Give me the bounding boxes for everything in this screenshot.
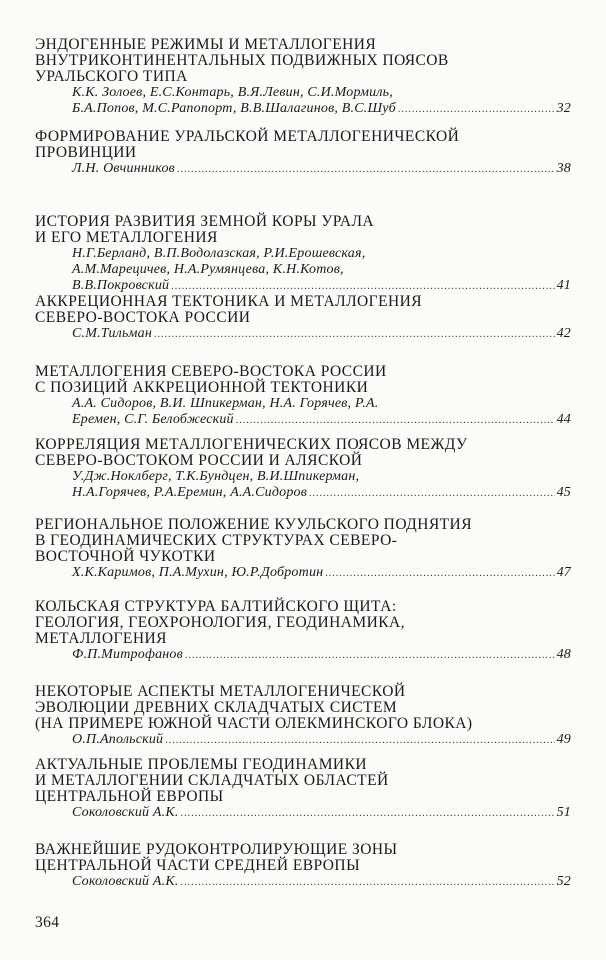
toc-entry	[35, 437, 571, 501]
entry-title-line: ЭНДОГЕННЫЕ РЕЖИМЫ И МЕТАЛЛОГЕНИЯ	[35, 36, 377, 53]
entry-page-number: 45	[556, 485, 571, 500]
entry-authors-line: А.А. Сидоров, В.И. Шпикерман, Н.А. Горячев, Р.А.	[72, 396, 379, 411]
toc-entry	[35, 37, 571, 117]
entry-title-line: НЕКОТОРЫЕ АСПЕКТЫ МЕТАЛЛОГЕНИЧЕСКОЙ	[35, 683, 406, 700]
entry-title-line: ИСТОРИЯ РАЗВИТИЯ ЗЕМНОЙ КОРЫ УРАЛА	[35, 213, 375, 230]
entry-authors-line	[35, 161, 571, 177]
entry-title-line: И ЕГО МЕТАЛЛОГЕНИЯ	[35, 229, 218, 246]
entry-authors-line: У.Дж.Ноклберг, Т.К.Бундцен, В.И.Шпикерман,	[72, 469, 360, 484]
toc-entry	[35, 294, 571, 342]
entry-page-number: 38	[556, 161, 571, 176]
entry-page-number: 42	[556, 326, 571, 341]
toc-entry	[35, 599, 571, 663]
entry-page-number: 44	[556, 412, 571, 427]
entry-title-line: ПРОВИНЦИИ	[35, 144, 137, 161]
entry-title-line: ЦЕНТРАЛЬНОЙ ЕВРОПЫ	[35, 788, 224, 805]
entry-title-line: ВОСТОЧНОЙ ЧУКОТКИ	[35, 548, 216, 565]
entry-title-line: АКТУАЛЬНЫЕ ПРОБЛЕМЫ ГЕОДИНАМИКИ	[35, 756, 368, 773]
dot-leader	[177, 161, 555, 178]
toc-entry	[35, 757, 571, 821]
entry-title-line: ЭВОЛЮЦИИ ДРЕВНИХ СКЛАДЧАТЫХ СИСТЕМ	[35, 699, 398, 716]
toc-entry	[35, 842, 571, 890]
entry-title-line: МЕТАЛЛОГЕНИЯ	[35, 630, 167, 647]
toc-entry	[35, 214, 571, 294]
dot-leader	[309, 485, 555, 502]
toc-entry	[35, 684, 571, 748]
entry-title-line: ГЕОЛОГИЯ, ГЕОХРОНОЛОГИЯ, ГЕОДИНАМИКА,	[35, 614, 406, 631]
entry-authors: Соколовский А.К.	[72, 874, 179, 889]
entry-page-number: 48	[556, 647, 571, 662]
toc-entry	[35, 129, 571, 177]
entry-authors-line	[35, 278, 571, 294]
entry-page-number: 52	[556, 874, 571, 889]
entry-authors-line	[35, 805, 571, 821]
entry-title-line: И МЕТАЛЛОГЕНИИ СКЛАДЧАТЫХ ОБЛАСТЕЙ	[35, 772, 389, 789]
entry-authors: Х.К.Каримов, П.А.Мухин, Ю.Р.Добротин	[72, 565, 324, 580]
entry-title-line: МЕТАЛЛОГЕНИЯ СЕВЕРО-ВОСТОКА РОССИИ	[35, 363, 387, 380]
dot-leader	[185, 647, 555, 664]
entry-authors: Соколовский А.К.	[72, 805, 179, 820]
entry-authors: Ф.П.Митрофанов	[72, 647, 183, 662]
entry-authors-line	[35, 565, 571, 581]
entry-title-line: ЦЕНТРАЛЬНОЙ ЧАСТИ СРЕДНЕЙ ЕВРОПЫ	[35, 857, 361, 874]
dot-leader	[165, 732, 554, 749]
entry-authors-line	[35, 647, 571, 663]
entry-authors: О.П.Апольский	[72, 732, 164, 747]
toc-entry	[35, 364, 571, 428]
dot-leader	[325, 565, 554, 582]
entry-title-line: ФОРМИРОВАНИЕ УРАЛЬСКОЙ МЕТАЛЛОГЕНИЧЕСКОЙ	[35, 128, 460, 145]
entry-authors: В.В.Покровский	[72, 278, 170, 293]
entry-authors: Б.А.Попов, М.С.Рапопорт, В.В.Шалагинов, В.С.Шуб	[72, 101, 396, 116]
toc-entry	[35, 517, 571, 581]
entry-title-line: РЕГИОНАЛЬНОЕ ПОЛОЖЕНИЕ КУУЛЬСКОГО ПОДНЯТИЯ	[35, 516, 472, 533]
entry-authors-line	[35, 485, 571, 501]
entry-authors: Еремен, С.Г. Белобжеский	[72, 412, 234, 427]
entry-authors-line: К.К. Золоев, Е.С.Контарь, В.Я.Левин, С.И.Мормиль,	[72, 85, 393, 100]
entry-title-line: ВАЖНЕЙШИЕ РУДОКОНТРОЛИРУЮЩИЕ ЗОНЫ	[35, 841, 398, 858]
entry-authors-line: Н.Г.Берланд, В.П.Водолазская, Р.И.Ерошевская,	[72, 246, 366, 261]
entry-authors: Н.А.Горячев, Р.А.Еремин, А.А.Сидоров	[72, 485, 307, 500]
entry-page-number: 51	[556, 805, 571, 820]
entry-page-number: 32	[556, 101, 571, 116]
entry-authors-line	[35, 412, 571, 428]
entry-title-line: СЕВЕРО-ВОСТОКОМ РОССИИ И АЛЯСКОЙ	[35, 452, 363, 469]
entry-page-number: 49	[556, 732, 571, 747]
entry-title-line: В ГЕОДИНАМИЧЕСКИХ СТРУКТУРАХ СЕВЕРО-	[35, 532, 398, 549]
dot-leader	[236, 412, 555, 429]
entry-title-line: (НА ПРИМЕРЕ ЮЖНОЙ ЧАСТИ ОЛЕКМИНСКОГО БЛОКА)	[35, 715, 473, 732]
entry-authors-line: А.М.Марецичев, Н.А.Румянцева, К.Н.Котов,	[72, 262, 344, 277]
entry-title-line: КОЛЬСКАЯ СТРУКТУРА БАЛТИЙСКОГО ЩИТА:	[35, 598, 397, 615]
dot-leader	[181, 805, 555, 822]
entry-title-line: ВНУТРИКОНТИНЕНТАЛЬНЫХ ПОДВИЖНЫХ ПОЯСОВ	[35, 52, 449, 69]
entry-title-line: С ПОЗИЦИЙ АККРЕЦИОННОЙ ТЕКТОНИКИ	[35, 379, 369, 396]
entry-title-line: СЕВЕРО-ВОСТОКА РОССИИ	[35, 309, 251, 326]
entry-authors-line	[35, 326, 571, 342]
dot-leader	[398, 101, 555, 118]
dot-leader	[154, 326, 555, 343]
entry-authors-line	[35, 732, 571, 748]
entry-authors-line	[35, 101, 571, 117]
entry-page-number: 47	[556, 565, 571, 580]
entry-title-line: АККРЕЦИОННАЯ ТЕКТОНИКА И МЕТАЛЛОГЕНИЯ	[35, 293, 423, 310]
dot-leader	[181, 874, 555, 891]
entry-authors: С.М.Тильман	[72, 326, 153, 341]
page-number: 364	[35, 914, 60, 931]
entry-authors-line	[35, 874, 571, 890]
entry-page-number: 41	[556, 278, 571, 293]
entry-title-line: УРАЛЬСКОГО ТИПА	[35, 68, 188, 85]
entry-title-line: КОРРЕЛЯЦИЯ МЕТАЛЛОГЕНИЧЕСКИХ ПОЯСОВ МЕЖДУ	[35, 436, 468, 453]
entry-authors: Л.Н. Овчинников	[72, 161, 175, 176]
